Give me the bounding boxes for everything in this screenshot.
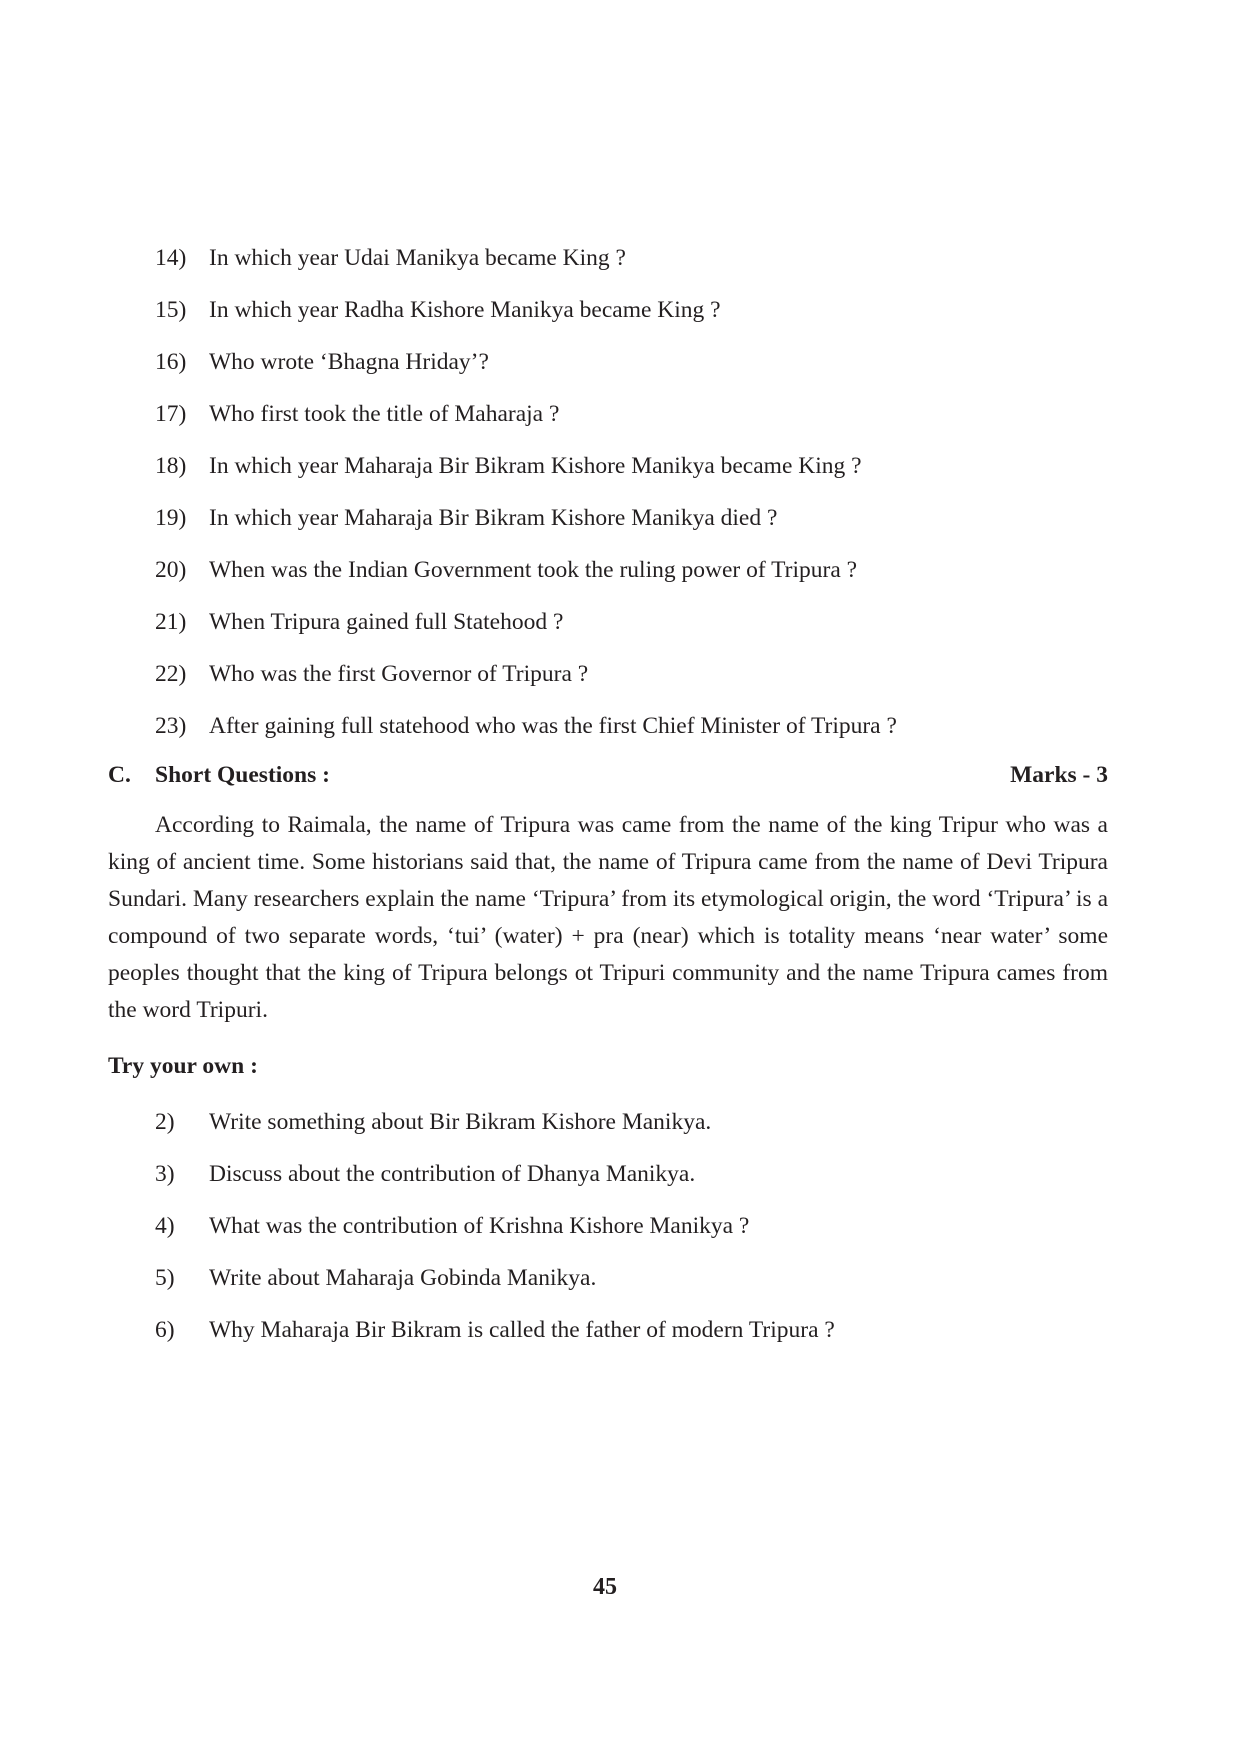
- page-number: 45: [593, 1574, 617, 1600]
- question-number: 16): [155, 349, 187, 375]
- question-number: 6): [155, 1317, 175, 1343]
- list-item: [155, 388, 1115, 440]
- section-title: Short Questions :: [155, 762, 330, 788]
- section-letter: C.: [108, 762, 131, 788]
- section-heading: [108, 755, 1108, 795]
- answer-paragraph: According to Raimala, the name of Tripura was came from the name of the king Tripur who was a king of ancient time. Some historians said that, the name of Tripura came from the name of Devi Tripura Sundari. Many researchers explain the name ‘Tripura’ from its etymological origin, the word ‘Tripura’ is a compound of two separate words, ‘tui’ (water) + pra (near) which is totality means ‘near water’ some peoples thought that the king of Tripura belongs ot Tripuri community and the name Tripura cames from the word Tripuri.: [108, 812, 1108, 1023]
- question-text: What was the contribution of Krishna Kishore Manikya ?: [209, 1213, 750, 1239]
- list-item: [155, 1200, 1115, 1252]
- question-text: In which year Maharaja Bir Bikram Kishore Manikya became King ?: [209, 453, 862, 479]
- question-list: [155, 232, 1115, 752]
- question-number: 15): [155, 297, 187, 323]
- question-text: In which year Udai Manikya became King ?: [209, 245, 626, 271]
- list-item: [155, 1304, 1115, 1356]
- question-text: In which year Radha Kishore Manikya became King ?: [209, 297, 721, 323]
- question-number: 20): [155, 557, 187, 583]
- question-number: 19): [155, 505, 187, 531]
- list-item: [155, 1252, 1115, 1304]
- question-number: 2): [155, 1109, 175, 1135]
- list-item: [155, 1096, 1115, 1148]
- list-item: [155, 284, 1115, 336]
- question-text: In which year Maharaja Bir Bikram Kishore Manikya died ?: [209, 505, 778, 531]
- practice-question-list: [155, 1096, 1115, 1356]
- list-item: [155, 336, 1115, 388]
- question-number: 22): [155, 661, 187, 687]
- question-number: 5): [155, 1265, 175, 1291]
- list-item: [155, 440, 1115, 492]
- question-number: 18): [155, 453, 187, 479]
- question-text: Discuss about the contribution of Dhanya Manikya.: [209, 1161, 696, 1187]
- list-item: [155, 1148, 1115, 1200]
- list-item: [155, 700, 1115, 752]
- question-number: 23): [155, 713, 187, 739]
- list-item: [155, 544, 1115, 596]
- question-text: Write something about Bir Bikram Kishore Manikya.: [209, 1109, 712, 1135]
- question-text: When was the Indian Government took the ruling power of Tripura ?: [209, 557, 858, 583]
- list-item: [155, 232, 1115, 284]
- list-item: [155, 596, 1115, 648]
- question-text: After gaining full statehood who was the first Chief Minister of Tripura ?: [209, 713, 897, 739]
- question-number: 4): [155, 1213, 175, 1239]
- question-number: 3): [155, 1161, 175, 1187]
- question-text: Who wrote ‘Bhagna Hriday’?: [209, 349, 489, 375]
- try-your-own-heading: Try your own :: [108, 1053, 258, 1079]
- question-text: Who was the first Governor of Tripura ?: [209, 661, 589, 687]
- question-number: 21): [155, 609, 187, 635]
- question-text: When Tripura gained full Statehood ?: [209, 609, 564, 635]
- section-marks: Marks - 3: [1010, 762, 1108, 788]
- question-number: 14): [155, 245, 187, 271]
- question-text: Why Maharaja Bir Bikram is called the father of modern Tripura ?: [209, 1317, 835, 1343]
- question-text: Write about Maharaja Gobinda Manikya.: [209, 1265, 597, 1291]
- question-text: Who first took the title of Maharaja ?: [209, 401, 560, 427]
- list-item: [155, 492, 1115, 544]
- question-number: 17): [155, 401, 187, 427]
- list-item: [155, 648, 1115, 700]
